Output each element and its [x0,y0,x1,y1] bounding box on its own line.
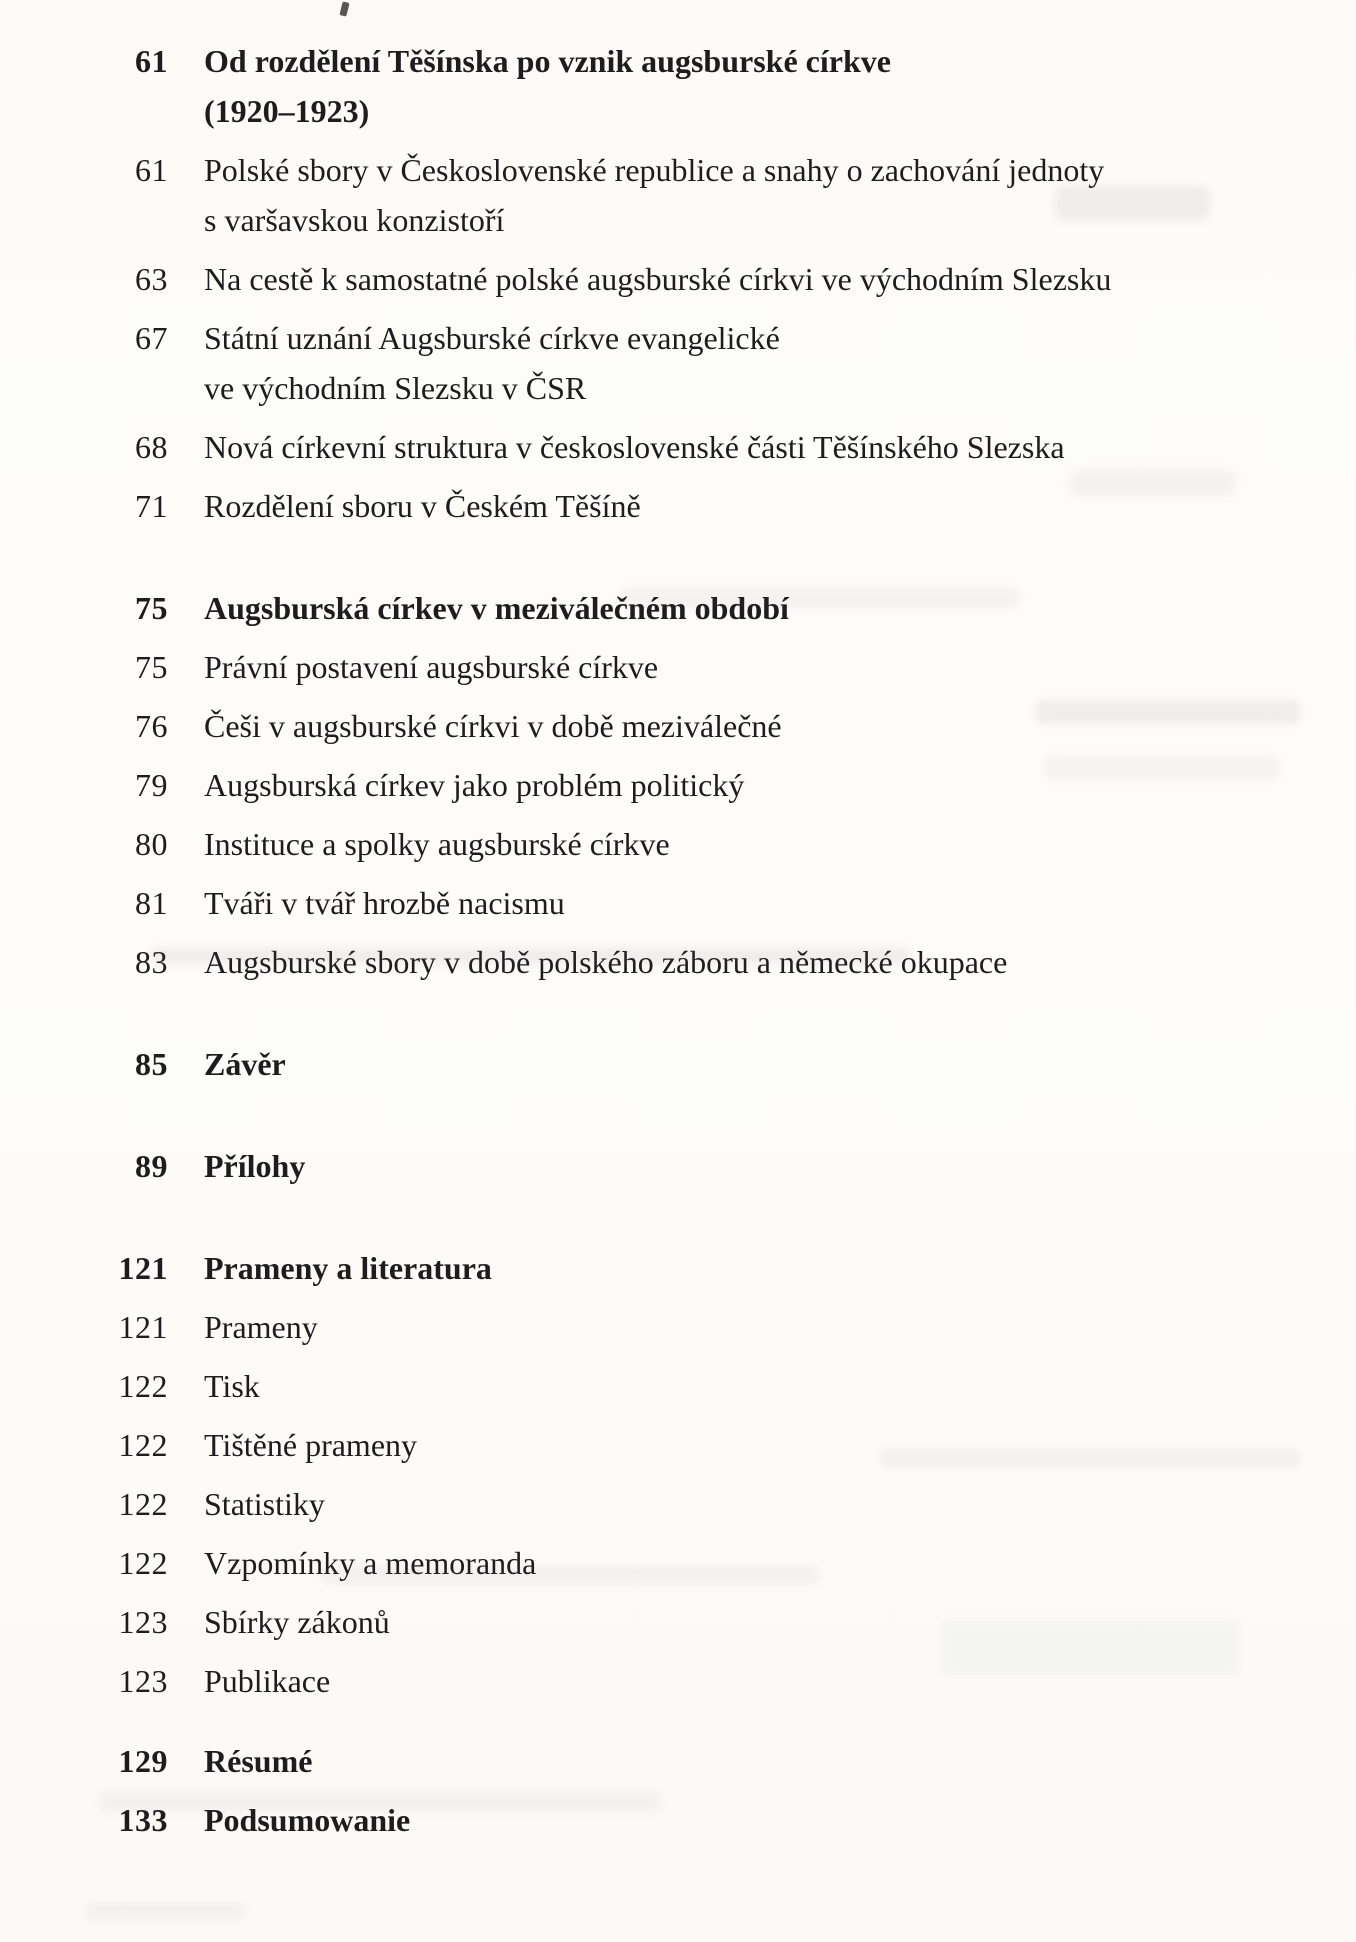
toc-entry-title [204,583,1316,633]
toc-entry-title [204,1243,1316,1293]
toc-entry [88,1656,1316,1706]
toc-entry-title [204,1538,1316,1588]
toc-entry-line: (1920–1923) [204,93,370,129]
toc-entry-title [204,1361,1316,1411]
toc-page-number: 81 [135,885,168,921]
toc-entry [88,937,1316,987]
toc-page-number: 63 [135,261,168,297]
toc-entry-line: Augsburská církev jako problém politický [204,767,745,803]
toc-entry [88,481,1316,531]
toc-entry-line: Prameny a literatura [204,1250,492,1286]
toc-entry [88,642,1316,692]
toc-entry-title [204,254,1316,304]
toc-entry-line: Rozdělení sboru v Českém Těšíně [204,488,641,524]
toc-page-number: 123 [118,1604,168,1640]
toc-page-number: 89 [135,1148,168,1184]
toc-entry [88,760,1316,810]
toc-entry-title [204,878,1316,928]
toc-entry-title [204,481,1316,531]
toc-page-number: 122 [118,1486,168,1522]
toc-page-number: 67 [135,320,168,356]
toc-entry [88,36,1316,136]
toc-entry-line: Sbírky zákonů [204,1604,390,1640]
toc-section-heading [88,1039,1316,1089]
toc-page-number: 83 [135,944,168,980]
toc-section-heading [88,1141,1316,1191]
toc-entry-line: Podsumowanie [204,1802,411,1838]
toc-entry [88,1538,1316,1588]
toc-entry-line: Résumé [204,1743,313,1779]
toc-entry-title [204,1795,1316,1845]
toc-entry-title [204,1141,1316,1191]
toc-entry [88,1361,1316,1411]
toc-entry-line: Augsburské sbory v době polského záboru a německé okupace [204,944,1008,980]
toc-entry-line: Tváři v tvář hrozbě nacismu [204,885,565,921]
toc-entry-title [204,313,1316,413]
toc-entry-line: Od rozdělení Těšínska po vznik augsburské církve [204,43,891,79]
toc-entry-line: Státní uznání Augsburské církve evangelické [204,320,780,356]
toc-entry-title [204,1597,1316,1647]
toc-entry-title [204,1302,1316,1352]
toc-page-number: 133 [118,1802,168,1838]
toc-entry-title [204,760,1316,810]
toc-entry-line: Závěr [204,1046,286,1082]
toc-entry-title [204,701,1316,751]
toc-entry [88,819,1316,869]
toc-entry-title [204,642,1316,692]
toc-entry-title [204,937,1316,987]
toc-page-number: 79 [135,767,168,803]
toc-entry [88,313,1316,413]
toc-entry-line: Tištěné prameny [204,1427,418,1463]
toc-page-number: 121 [118,1250,168,1286]
toc-entry-line: Tisk [204,1368,260,1404]
toc-page-number: 123 [118,1663,168,1699]
toc-entry [88,254,1316,304]
toc-entry-line: Na cestě k samostatné polské augsburské církvi ve východním Slezsku [204,261,1112,297]
toc-entry-title [204,1736,1316,1786]
toc-page-number: 61 [135,43,168,79]
toc-entry-line: Augsburská církev v meziválečném období [204,590,789,626]
toc-entry-title [204,145,1316,245]
toc-entry [88,1597,1316,1647]
toc-entry-title [204,422,1316,472]
toc-entry-line: Právní postavení augsburské církve [204,649,659,685]
toc-page-number: 75 [135,649,168,685]
toc-entry-line: Češi v augsburské církvi v době meziválečné [204,708,782,744]
toc-page-number: 129 [118,1743,168,1779]
toc-entry [88,1420,1316,1470]
toc-entry [88,701,1316,751]
toc-page-number: 80 [135,826,168,862]
toc-entry [88,422,1316,472]
toc-entry-line: Vzpomínky a memoranda [204,1545,537,1581]
toc-entry-line: ve východním Slezsku v ČSR [204,370,587,406]
toc-section-heading [88,1243,1316,1293]
toc-entry-line: Statistiky [204,1486,325,1522]
toc-page-number: 76 [135,708,168,744]
toc-entry-line: Publikace [204,1663,331,1699]
toc-page-number: 68 [135,429,168,465]
toc-page-number: 75 [135,590,168,626]
toc-page-number: 121 [118,1309,168,1345]
toc-entry-line: Přílohy [204,1148,306,1184]
toc-page-number: 61 [135,152,168,188]
toc-entry [88,145,1316,245]
toc-entry-title [204,1039,1316,1089]
toc-entry [88,878,1316,928]
toc-entry-title [204,1479,1316,1529]
toc-entry-line: Polské sbory v Československé republice a snahy o zachování jednoty [204,152,1105,188]
toc-entry-title [204,1656,1316,1706]
toc-section-heading [88,583,1316,633]
toc-section-heading [88,1795,1316,1845]
toc-entry-title [204,36,1316,136]
toc-page-number: 122 [118,1545,168,1581]
toc-page-number: 85 [135,1046,168,1082]
toc-entry-title [204,819,1316,869]
toc-entry-line: Nová církevní struktura v československé části Těšínského Slezska [204,429,1065,465]
toc-entry-title [204,1420,1316,1470]
toc-page-number: 71 [135,488,168,524]
toc-entry [88,1479,1316,1529]
toc-entry-line: Prameny [204,1309,318,1345]
toc-entry-line: Instituce a spolky augsburské církve [204,826,670,862]
toc-section-heading [88,1736,1316,1786]
toc-entry [88,1302,1316,1352]
toc-page-number: 122 [118,1427,168,1463]
toc-entry-line: s varšavskou konzistoří [204,202,505,238]
toc-page-number: 122 [118,1368,168,1404]
